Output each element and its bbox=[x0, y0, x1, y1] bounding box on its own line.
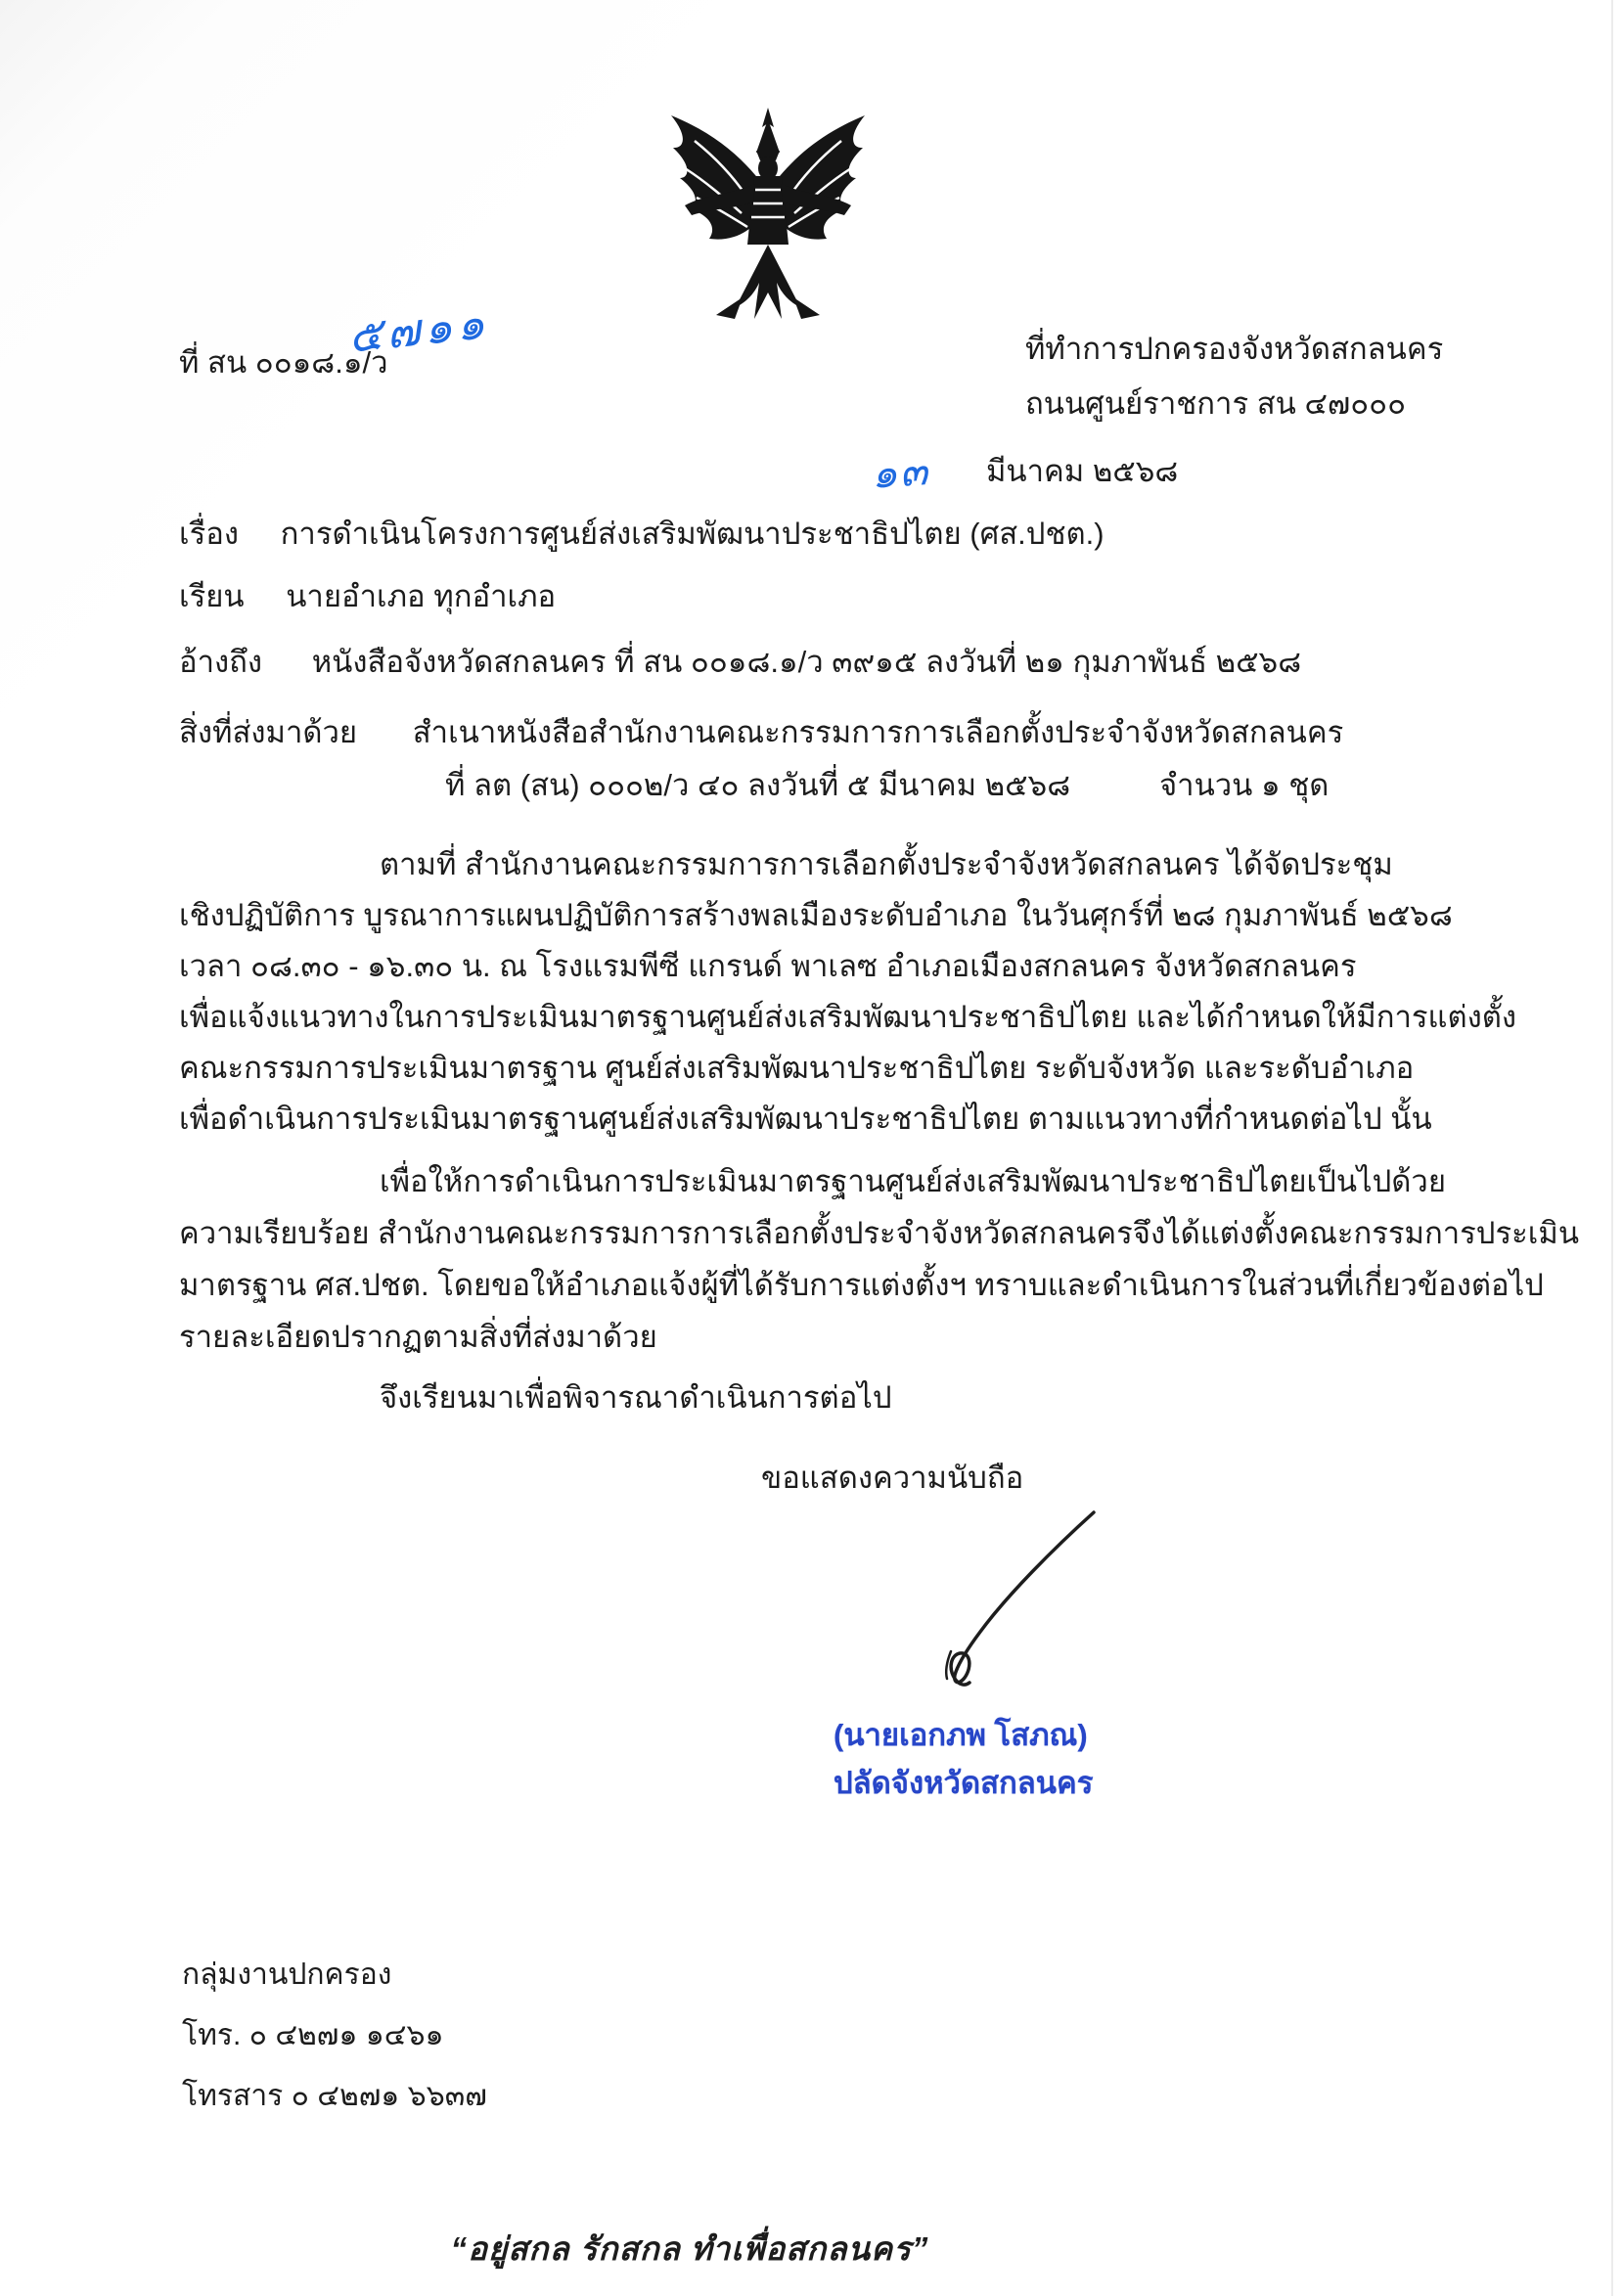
body-p1-line4: เพื่อแจ้งแนวทางในการประเมินมาตรฐานศูนย์ส่งเสริมพัฒนาประชาธิปไตย และได้กำหนดให้มีการแต่งตั้ง bbox=[179, 1000, 1517, 1034]
body-paragraph-2 bbox=[179, 1155, 1580, 1363]
garuda-emblem-icon bbox=[646, 108, 890, 336]
subject-label: เรื่อง bbox=[179, 517, 240, 551]
footer-slogan: “อยู่สกล รักสกล ทำเพื่อสกลนคร” bbox=[450, 2230, 929, 2267]
footer-fax: โทรสาร ๐ ๔๒๗๑ ๖๖๓๗ bbox=[182, 2080, 487, 2112]
signature-handwriting bbox=[861, 1505, 1115, 1715]
body-p1-line5: คณะกรรมการประเมินมาตรฐาน ศูนย์ส่งเสริมพัฒนาประชาธิปไตย ระดับจังหวัด และระดับอำเภอ bbox=[179, 1051, 1415, 1085]
to-line bbox=[179, 578, 556, 616]
to-label: เรียน bbox=[179, 579, 245, 613]
signer-name-stamp: (นายเอกภพ โสภณ) bbox=[834, 1718, 1088, 1752]
body-p2-line3: มาตรฐาน ศส.ปชต. โดยขอให้อำเภอแจ้งผู้ที่ได้รับการแต่งตั้งฯ ทราบและดำเนินการในส่วนที่เกี่ยวข้องต่อไป bbox=[179, 1268, 1544, 1302]
body-paragraph-1 bbox=[179, 839, 1517, 1145]
footer-telephone: โทร. ๐ ๔๒๗๑ ๑๔๖๑ bbox=[182, 2019, 444, 2051]
reference-text: หนังสือจังหวัดสกลนคร ที่ สน ๐๐๑๘.๑/ว ๓๙๑๕ ลงวันที่ ๒๑ กุมภาพันธ์ ๒๕๖๘ bbox=[311, 645, 1302, 679]
enclosure-text-line2: ที่ ลต (สน) ๐๐๐๒/ว ๔๐ ลงวันที่ ๕ มีนาคม ๒๕๖๘ bbox=[445, 768, 1071, 802]
subject-line bbox=[179, 516, 1105, 554]
reference-label: อ้างถึง bbox=[179, 645, 263, 679]
body-p2-line4: รายละเอียดปรากฏตามสิ่งที่ส่งมาด้วย bbox=[179, 1320, 657, 1354]
enclosure-count: จำนวน ๑ ชุด bbox=[1159, 768, 1330, 802]
body-p2-line2: ความเรียบร้อย สำนักงานคณะกรรมการการเลือกตั้งประจำจังหวัดสกลนครจึงได้แต่งตั้งคณะกรรมการประเมิน bbox=[179, 1216, 1580, 1250]
body-p1-line6: เพื่อดำเนินการประเมินมาตรฐานศูนย์ส่งเสริมพัฒนาประชาธิปไตย ตามแนวทางที่กำหนดต่อไป นั้น bbox=[179, 1102, 1432, 1136]
office-address: ถนนศูนย์ราชการ สน ๔๗๐๐๐ bbox=[1025, 386, 1406, 421]
to-text: นายอำเภอ ทุกอำเภอ bbox=[286, 579, 557, 613]
footer-department: กลุ่มงานปกครอง bbox=[182, 1958, 392, 1991]
body-p1-line1: ตามที่ สำนักงานคณะกรรมการการเลือกตั้งประจำจังหวัดสกลนคร ได้จัดประชุม bbox=[380, 847, 1393, 881]
enclosure-label: สิ่งที่ส่งมาด้วย bbox=[179, 715, 358, 749]
date-month-year: มีนาคม ๒๕๖๘ bbox=[986, 454, 1179, 488]
scan-artifact-line bbox=[1611, 0, 1613, 2296]
closing-line: จึงเรียนมาเพื่อพิจารณาดำเนินการต่อไป bbox=[380, 1380, 892, 1415]
body-p1-line2: เชิงปฏิบัติการ บูรณาการแผนปฏิบัติการสร้างพลเมืองระดับอำเภอ ในวันศุกร์ที่ ๒๘ กุมภาพันธ์ ๒๕๖๘ bbox=[179, 898, 1453, 932]
reference-line bbox=[179, 644, 1301, 682]
enclosure-line1 bbox=[179, 714, 1343, 752]
subject-text: การดำเนินโครงการศูนย์ส่งเสริมพัฒนาประชาธิปไตย (ศส.ปชต.) bbox=[280, 517, 1105, 551]
body-p1-line3: เวลา ๐๘.๓๐ - ๑๖.๓๐ น. ณ โรงแรมพีซี แกรนด์ พาเลซ อำเภอเมืองสกลนคร จังหวัดสกลนคร bbox=[179, 949, 1357, 983]
ref-number-handwritten: ๕๗๑๑ bbox=[345, 296, 491, 363]
date-day-handwritten: ๑๓ bbox=[870, 446, 931, 498]
body-p2-line1: เพื่อให้การดำเนินการประเมินมาตรฐานศูนย์ส่งเสริมพัฒนาประชาธิปไตยเป็นไปด้วย bbox=[380, 1164, 1446, 1198]
ref-number-label: ที่ สน ๐๐๑๘.๑/ว bbox=[179, 345, 388, 380]
enclosure-text-line1: สำเนาหนังสือสำนักงานคณะกรรมการการเลือกตั้งประจำจังหวัดสกลนคร bbox=[412, 715, 1344, 749]
signer-title-stamp: ปลัดจังหวัดสกลนคร bbox=[834, 1766, 1094, 1800]
office-name: ที่ทำการปกครองจังหวัดสกลนคร bbox=[1025, 332, 1444, 366]
salutation: ขอแสดงความนับถือ bbox=[761, 1461, 1024, 1495]
